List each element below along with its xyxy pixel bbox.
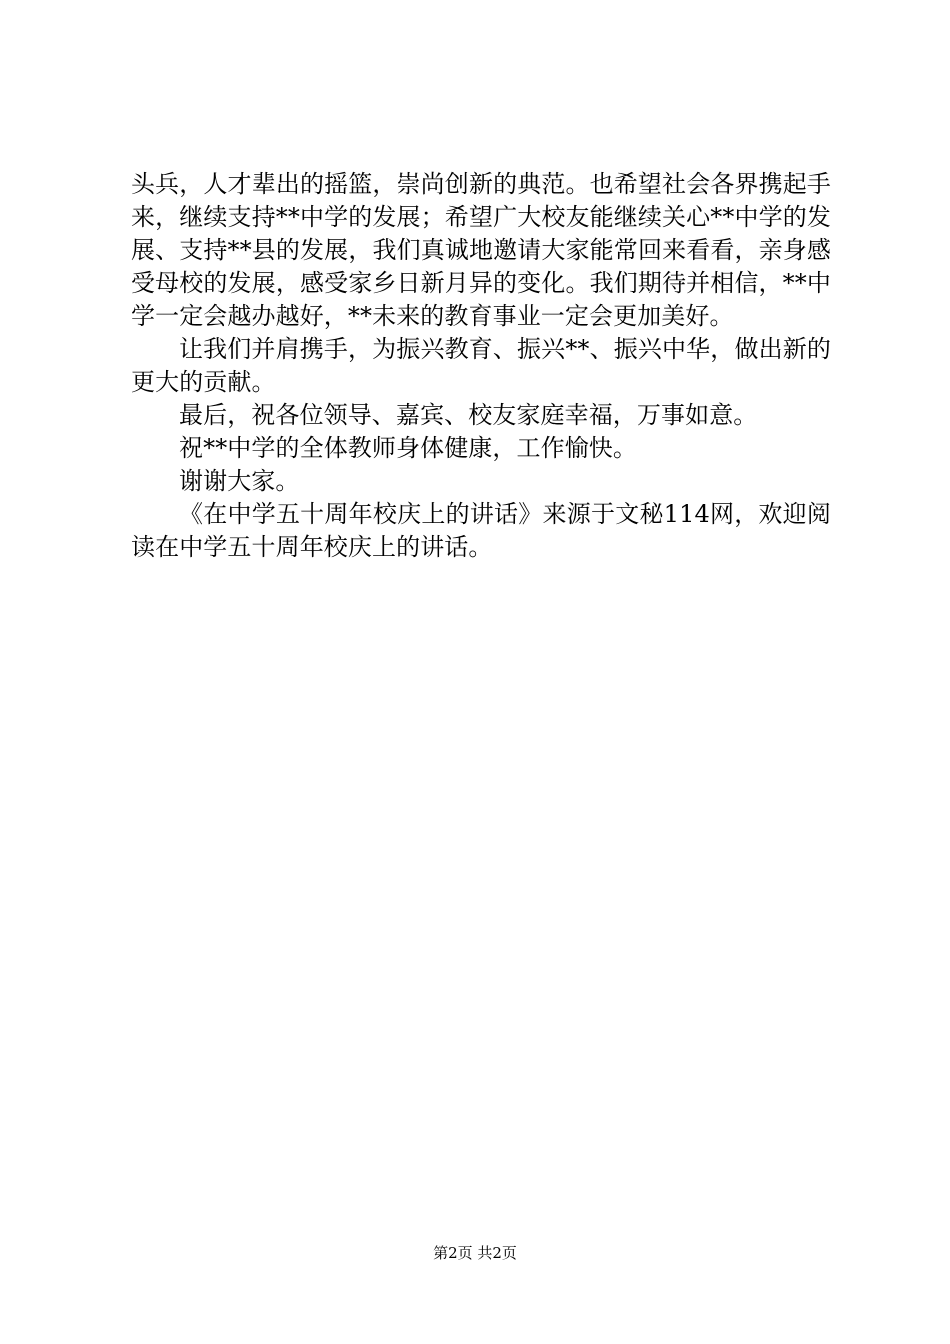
page-number: 第2页 共2页	[433, 1244, 517, 1262]
paragraph-teacher-wishes: 祝**中学的全体教师身体健康，工作愉快。	[179, 434, 637, 462]
page-footer	[0, 1243, 950, 1263]
paragraph-blessing: 最后，祝各位领导、嘉宾、校友家庭幸福，万事如意。	[179, 401, 758, 429]
paragraph-source-note: 《在中学五十周年校庆上的讲话》来源于文秘114网，欢迎阅读在中学五十周年校庆上的讲话。	[131, 500, 831, 561]
paragraph-joint-effort: 让我们并肩携手，为振兴教育、振兴**、振兴中华，做出新的更大的贡献。	[131, 335, 831, 396]
paragraph-thanks: 谢谢大家。	[179, 467, 300, 495]
document-body	[131, 168, 831, 564]
paragraph-continuation: 头兵，人才辈出的摇篮，崇尚创新的典范。也希望社会各界携起手来，继续支持**中学的发展；希望广大校友能继续关心**中学的发展、支持**县的发展，我们真诚地邀请大家能常回来看看，亲身感受母校的发展，感受家乡日新月异的变化。我们期待并相信，**中学一定会越办越好，**未来的教育事业一定会更加美好。	[131, 170, 831, 330]
